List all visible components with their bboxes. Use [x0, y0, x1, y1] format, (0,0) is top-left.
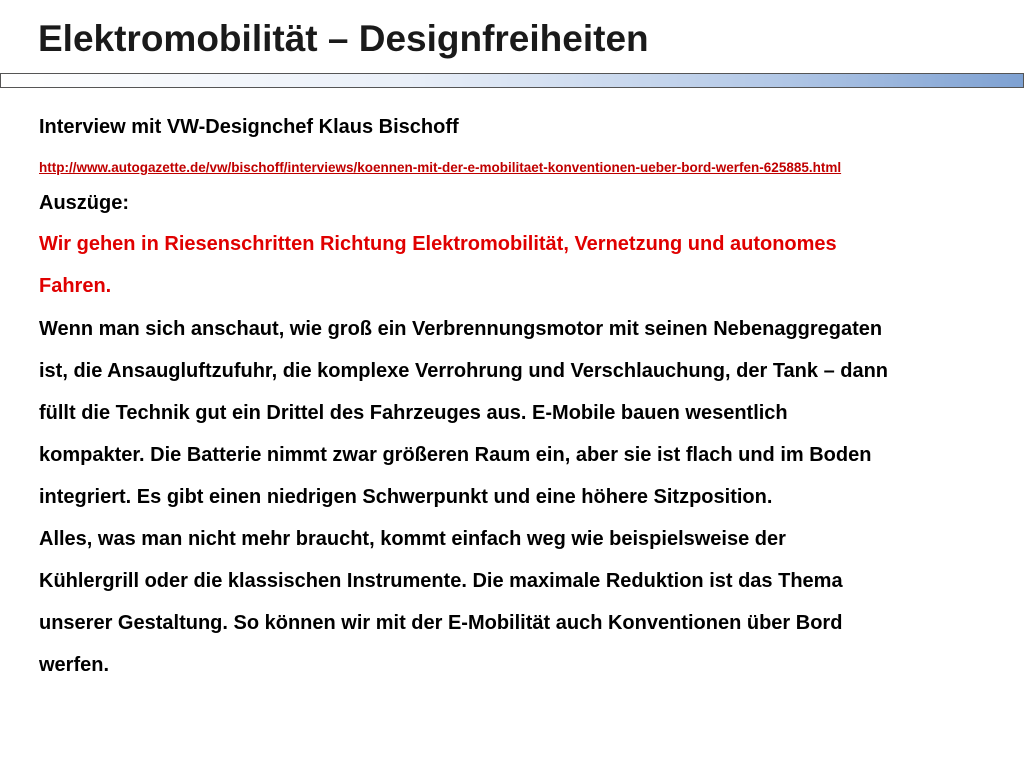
interview-subtitle: Interview mit VW-Designchef Klaus Bischoff	[39, 116, 459, 138]
quote-paragraph-3	[39, 518, 999, 686]
quote-line: werfen.	[39, 654, 110, 676]
quote-line: Wenn man sich anschaut, wie groß ein Verbrennungsmotor mit seinen Nebenaggregaten	[39, 318, 883, 340]
quote-paragraph-1	[39, 223, 999, 307]
quote-paragraph-2	[39, 308, 999, 518]
source-link[interactable]: http://www.autogazette.de/vw/bischoff/interviews/koennen-mit-der-e-mobilitaet-konventionen-ueber-bord-werfen-625885.html	[39, 160, 842, 175]
quote-line: füllt die Technik gut ein Drittel des Fahrzeuges aus. E-Mobile bauen wesentlich	[39, 402, 788, 424]
quote-line: kompakter. Die Batterie nimmt zwar größeren Raum ein, aber sie ist flach und im Boden	[39, 444, 872, 466]
quote-line: Alles, was man nicht mehr braucht, kommt einfach weg wie beispielsweise der	[39, 528, 786, 550]
slide-content	[39, 112, 999, 686]
slide-title: Elektromobilität – Designfreiheiten	[38, 18, 649, 59]
quote-line: Wir gehen in Riesenschritten Richtung Elektromobilität, Vernetzung und autonomes	[39, 233, 837, 255]
quote-line: ist, die Ansaugluftzufuhr, die komplexe Verrohrung und Verschlauchung, der Tank – dann	[39, 360, 889, 382]
quote-line: integriert. Es gibt einen niedrigen Schwerpunkt und eine höhere Sitzposition.	[39, 486, 773, 508]
title-underline-bar	[0, 73, 1024, 88]
quote-line: unserer Gestaltung. So können wir mit der E-Mobilität auch Konventionen über Bord	[39, 612, 843, 634]
excerpts-label: Auszüge:	[39, 192, 129, 214]
quote-line: Kühlergrill oder die klassischen Instrumente. Die maximale Reduktion ist das Thema	[39, 570, 843, 592]
quote-line: Fahren.	[39, 275, 112, 297]
